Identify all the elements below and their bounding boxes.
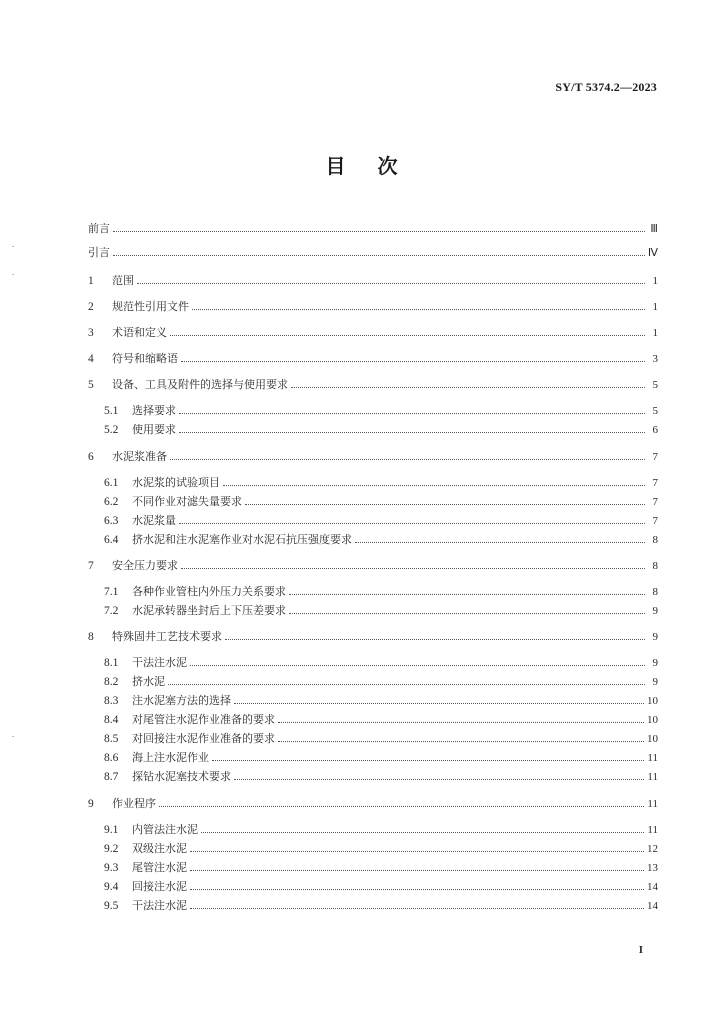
toc-leader-dots [278, 722, 644, 723]
toc-entry-number: 9.5 [104, 900, 119, 912]
toc-entry[interactable] [88, 352, 658, 366]
toc-entry-number: 5.1 [104, 405, 119, 417]
toc-entry-page: 11 [647, 798, 658, 810]
toc-leader-dots [190, 889, 644, 890]
toc-entry-label: 前言 [88, 222, 110, 235]
toc-entry[interactable] [88, 274, 658, 288]
toc-leader-dots [168, 684, 645, 685]
toc-entry[interactable] [104, 404, 658, 418]
toc-entry-number: 8.1 [104, 657, 119, 669]
toc-entry[interactable] [104, 770, 658, 784]
toc-entry-number: 9 [88, 798, 94, 810]
toc-entry-number: 8.5 [104, 733, 119, 745]
toc-entry-page: 11 [647, 771, 658, 783]
toc-entry-label: 安全压力要求 [112, 559, 178, 572]
toc-entry-label: 海上注水泥作业 [132, 751, 209, 764]
toc-leader-dots [289, 594, 645, 595]
toc-entry-page: 8 [652, 534, 658, 546]
toc-leader-dots [192, 309, 645, 310]
toc-entry-number: 8.6 [104, 752, 119, 764]
toc-entry-label: 作业程序 [112, 797, 156, 810]
toc-entry-number: 6.4 [104, 534, 119, 546]
toc-entry-page: 1 [652, 275, 658, 287]
toc-entry[interactable] [88, 222, 658, 236]
page-title: 目次 [325, 154, 430, 178]
toc-entry[interactable] [88, 300, 658, 314]
toc-leader-dots [190, 870, 644, 871]
toc-entry-number: 1 [88, 275, 94, 287]
toc-entry[interactable] [104, 732, 658, 746]
toc-entry-label: 使用要求 [132, 423, 176, 436]
toc-entry-number: 6 [88, 451, 94, 463]
toc-entry-page: 13 [647, 862, 658, 874]
toc-entry-page: 7 [652, 496, 658, 508]
toc-entry-number: 6.1 [104, 477, 119, 489]
toc-entry[interactable] [104, 713, 658, 727]
toc-entry-page: 9 [652, 605, 658, 617]
toc-entry-label: 内管法注水泥 [132, 823, 198, 836]
toc-entry[interactable] [104, 861, 658, 875]
toc-entry-number: 7 [88, 560, 94, 572]
toc-leader-dots [289, 613, 645, 614]
toc-entry-page: 14 [647, 881, 658, 893]
toc-entry[interactable] [104, 514, 658, 528]
toc-leader-dots [278, 741, 644, 742]
toc-entry[interactable] [104, 533, 658, 547]
toc-entry-page: 11 [647, 752, 658, 764]
toc-entry-label: 干法注水泥 [132, 656, 187, 669]
toc-entry-number: 8.3 [104, 695, 119, 707]
toc-entry[interactable] [104, 476, 658, 490]
toc-entry[interactable] [88, 797, 658, 811]
toc-leader-dots [190, 665, 645, 666]
toc-entry-label: 挤水泥 [132, 675, 165, 688]
toc-entry-page: 8 [652, 586, 658, 598]
toc-entry-page: 12 [647, 843, 658, 855]
toc-leader-dots [291, 387, 645, 388]
toc-leader-dots [170, 335, 645, 336]
toc-entry[interactable] [104, 751, 658, 765]
toc-leader-dots [181, 361, 645, 362]
toc-entry-label: 双级注水泥 [132, 842, 187, 855]
toc-entry-page: 9 [652, 657, 658, 669]
toc-entry-label: 尾管注水泥 [132, 861, 187, 874]
toc-entry-page: 5 [652, 405, 658, 417]
toc-entry-page: 3 [652, 353, 658, 365]
toc-entry-page: 7 [652, 515, 658, 527]
margin-mark [12, 246, 14, 247]
toc-entry[interactable] [104, 604, 658, 618]
toc-leader-dots [170, 459, 645, 460]
toc-entry-label: 设备、工具及附件的选择与使用要求 [112, 378, 288, 391]
toc-entry[interactable] [88, 450, 658, 464]
toc-entry-number: 9.3 [104, 862, 119, 874]
toc-leader-dots [245, 504, 645, 505]
toc-leader-dots [225, 639, 645, 640]
toc-entry-page: 7 [652, 451, 658, 463]
toc-entry-page: 10 [647, 695, 658, 707]
standard-code: SY/T 5374.2—2023 [555, 80, 657, 94]
toc-leader-dots [212, 760, 644, 761]
toc-leader-dots [234, 703, 644, 704]
toc-entry-number: 9.1 [104, 824, 119, 836]
toc-entry-label: 探钻水泥塞技术要求 [132, 770, 231, 783]
toc-entry[interactable] [104, 899, 658, 913]
toc-entry[interactable] [104, 842, 658, 856]
toc-leader-dots [113, 255, 645, 256]
toc-entry[interactable] [104, 656, 658, 670]
toc-entry[interactable] [104, 880, 658, 894]
toc-entry-label: 注水泥塞方法的选择 [132, 694, 231, 707]
toc-entry-number: 9.2 [104, 843, 119, 855]
toc-entry-label: 水泥浆的试验项目 [132, 476, 220, 489]
toc-entry-page: Ⅲ [650, 223, 658, 235]
toc-leader-dots [190, 908, 644, 909]
toc-entry-label: 规范性引用文件 [112, 300, 189, 313]
toc-entry-page: 1 [652, 327, 658, 339]
toc-entry-label: 干法注水泥 [132, 899, 187, 912]
toc-entry-page: 9 [652, 631, 658, 643]
toc-leader-dots [179, 413, 645, 414]
toc-entry-number: 6.2 [104, 496, 119, 508]
toc-entry-page: 1 [652, 301, 658, 313]
toc-entry-label: 引言 [88, 246, 110, 259]
toc-entry-page: 10 [647, 733, 658, 745]
toc-entry[interactable] [88, 630, 658, 644]
toc-entry-page: 7 [652, 477, 658, 489]
toc-leader-dots [201, 832, 644, 833]
toc-entry[interactable] [104, 495, 658, 509]
toc-entry[interactable] [104, 675, 658, 689]
toc-entry[interactable] [88, 559, 658, 573]
toc-entry-label: 特殊固井工艺技术要求 [112, 630, 222, 643]
toc-entry-number: 3 [88, 327, 94, 339]
toc-entry[interactable] [104, 694, 658, 708]
toc-entry-number: 2 [88, 301, 94, 313]
toc-entry-page: 6 [652, 424, 658, 436]
toc-entry-number: 5.2 [104, 424, 119, 436]
toc-entry-number: 8 [88, 631, 94, 643]
toc-entry-number: 8.7 [104, 771, 119, 783]
toc-entry-number: 9.4 [104, 881, 119, 893]
toc-entry-label: 水泥浆量 [132, 514, 176, 527]
margin-mark [12, 274, 14, 275]
toc-leader-dots [179, 523, 645, 524]
toc-entry-label: 术语和定义 [112, 326, 167, 339]
toc-leader-dots [181, 568, 645, 569]
toc-entry-page: 11 [647, 824, 658, 836]
toc-entry[interactable] [104, 585, 658, 599]
toc-entry-label: 回接注水泥 [132, 880, 187, 893]
toc-leader-dots [179, 432, 645, 433]
toc-entry-page: 9 [652, 676, 658, 688]
toc-leader-dots [113, 231, 645, 232]
toc-entry-number: 7.2 [104, 605, 119, 617]
margin-mark [12, 736, 14, 737]
toc-leader-dots [355, 542, 645, 543]
toc-entry-label: 水泥浆准备 [112, 450, 167, 463]
toc-leader-dots [190, 851, 644, 852]
toc-entry-label: 对回接注水泥作业准备的要求 [132, 732, 275, 745]
toc-leader-dots [223, 485, 645, 486]
toc-leader-dots [234, 779, 644, 780]
toc-leader-dots [159, 806, 644, 807]
toc-entry-label: 符号和缩略语 [112, 352, 178, 365]
toc-entry-number: 5 [88, 379, 94, 391]
toc-entry-label: 水泥承转器坐封后上下压差要求 [132, 604, 286, 617]
toc-entry-label: 对尾管注水泥作业准备的要求 [132, 713, 275, 726]
toc-entry-label: 各种作业管柱内外压力关系要求 [132, 585, 286, 598]
toc-entry-number: 8.2 [104, 676, 119, 688]
toc-entry[interactable] [104, 423, 658, 437]
toc-entry-page: 10 [647, 714, 658, 726]
toc-entry-number: 7.1 [104, 586, 119, 598]
toc-entry[interactable] [88, 326, 658, 340]
toc-entry-page: Ⅳ [647, 247, 658, 259]
toc-entry[interactable] [104, 823, 658, 837]
toc-entry-page: 5 [652, 379, 658, 391]
toc-entry-label: 选择要求 [132, 404, 176, 417]
toc-entry-page: 8 [652, 560, 658, 572]
toc-entry-number: 8.4 [104, 714, 119, 726]
page-number: I [638, 944, 643, 956]
toc-entry-number: 6.3 [104, 515, 119, 527]
toc-entry[interactable] [88, 378, 658, 392]
toc-entry-label: 挤水泥和注水泥塞作业对水泥石抗压强度要求 [132, 533, 352, 546]
toc-entry[interactable] [88, 246, 658, 260]
toc-entry-page: 14 [647, 900, 658, 912]
toc-entry-number: 4 [88, 353, 94, 365]
toc-entry-label: 不同作业对滤失量要求 [132, 495, 242, 508]
toc-leader-dots [137, 283, 645, 284]
toc-entry-label: 范围 [112, 274, 134, 287]
